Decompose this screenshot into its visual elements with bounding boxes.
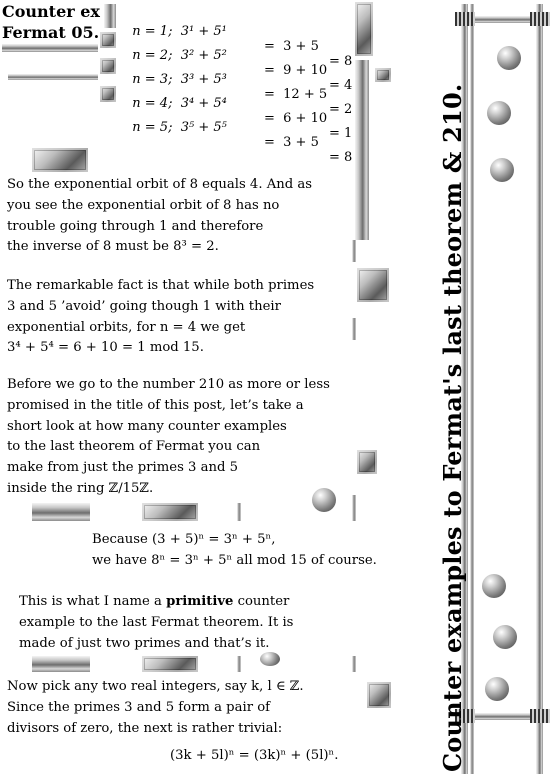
equation-mid: = 3 + 5 xyxy=(264,135,319,150)
equation-mid: = 3 + 5 xyxy=(264,39,319,54)
metal-tile-square-1 xyxy=(357,268,389,302)
text-line: short look at how many counter examples xyxy=(7,418,287,434)
text-line: inside the ring ℤ/15ℤ. xyxy=(7,480,154,496)
text-line: The remarkable fact is that while both primes xyxy=(7,278,315,293)
metal-bar-v-right xyxy=(355,60,369,240)
equation-lhs: n = 1; 3¹ + 5¹ xyxy=(132,24,227,39)
text-line: So the exponential orbit of 8 equals 4. And as xyxy=(7,177,312,192)
metal-bar-top-left xyxy=(2,44,98,52)
paragraph-pick-integers xyxy=(7,677,304,739)
metal-tile-big-2 xyxy=(142,503,198,521)
because-block xyxy=(92,530,377,572)
metal-bar-v-small-6 xyxy=(352,656,356,672)
metal-bar-v-small-4 xyxy=(237,503,241,521)
metal-tile-big-3 xyxy=(142,656,198,672)
text-line: exponential orbits, for n = 4 we get xyxy=(7,319,246,335)
equation-mid: = 6 + 10 xyxy=(264,111,328,126)
metal-block-top-right xyxy=(355,2,373,56)
side-title: Counter examples to Fermat's last theorem & 210. xyxy=(438,83,467,772)
final-equation: (3k + 5l)ⁿ = (3k)ⁿ + (5l)ⁿ. xyxy=(170,748,339,763)
text-line: promised in the title of this post, let’s take a xyxy=(7,397,304,413)
metal-bar-v-left xyxy=(104,4,116,28)
metal-tile-small-1 xyxy=(357,450,377,474)
text-line: trouble going through 1 and therefore xyxy=(7,218,264,234)
frame-bottom-cross-right xyxy=(530,709,550,723)
metal-tile-4 xyxy=(375,68,391,82)
text-line: 3⁴ + 5⁴ = 6 + 10 = 1 mod 15. xyxy=(7,340,204,356)
frame-rail-inner xyxy=(470,4,474,774)
equation-lhs: n = 3; 3³ + 5³ xyxy=(132,72,227,87)
text-line: Since the primes 3 and 5 form a pair of xyxy=(7,699,271,715)
metal-tile-big-1 xyxy=(32,148,88,172)
metal-bar-v-small-5 xyxy=(237,656,241,672)
text-line: we have 8ⁿ = 3ⁿ + 5ⁿ all mod 15 of course. xyxy=(92,552,377,568)
metal-bar-v-small-1 xyxy=(352,240,356,262)
primitive-term: primitive xyxy=(166,594,234,609)
metal-tile-3 xyxy=(100,86,116,102)
equation-mid: = 12 + 5 xyxy=(264,87,328,102)
paragraph-remarkable-fact xyxy=(7,276,314,359)
post-title-line-1: Counter ex xyxy=(2,2,100,21)
frame-rail-right xyxy=(536,4,543,774)
post-title-line-2: Fermat 05. xyxy=(2,23,100,42)
text-line: Because (3 + 5)ⁿ = 3ⁿ + 5ⁿ, xyxy=(92,532,276,547)
text-line: Before we go to the number 210 as more or less xyxy=(7,377,330,392)
text-run: counter xyxy=(233,594,290,609)
frame-knob-3 xyxy=(490,158,514,182)
equation-rhs: = 8 xyxy=(329,54,353,69)
text-line: example to the last Fermat theorem. It is xyxy=(19,614,294,630)
equation-lhs: n = 5; 3⁵ + 5⁵ xyxy=(132,120,227,135)
equation-rhs: = 4 xyxy=(329,78,353,93)
equation-rhs: = 2 xyxy=(329,102,353,117)
frame-knob-4 xyxy=(482,574,506,598)
metal-bar-v-small-2 xyxy=(352,318,356,340)
metal-bar-v-small-3 xyxy=(352,495,356,521)
text-line: make from just the primes 3 and 5 xyxy=(7,460,239,476)
frame-top-cross-right xyxy=(530,12,550,26)
primitive-definition xyxy=(19,592,293,654)
metal-bar-left-2 xyxy=(8,74,98,80)
equation-rhs: = 8 xyxy=(329,150,353,165)
metal-tile-2 xyxy=(100,58,116,74)
paragraph-exponential-orbit xyxy=(7,175,312,258)
equation-rhs: = 1 xyxy=(329,126,353,141)
text-line: 3 and 5 ’avoid’ going though 1 with their xyxy=(7,298,281,314)
frame-knob-6 xyxy=(485,677,509,701)
metal-tile-square-2 xyxy=(367,682,391,708)
metal-tile-1 xyxy=(100,32,116,48)
text-line: the inverse of 8 must be 8³ = 2. xyxy=(7,239,219,255)
text-line: to the last theorem of Fermat you can xyxy=(7,439,261,455)
metal-strip-1 xyxy=(32,503,90,521)
frame-top-cross xyxy=(455,12,475,26)
frame-knob-1 xyxy=(497,46,521,70)
frame-knob-5 xyxy=(493,625,517,649)
text-line xyxy=(19,592,293,613)
text-line: Now pick any two real integers, say k, l ∈ ℤ. xyxy=(7,679,304,694)
metal-strip-2 xyxy=(32,656,90,672)
equation-mid: = 9 + 10 xyxy=(264,63,328,78)
frame-knob-2 xyxy=(487,101,511,125)
text-run: This is what I name a xyxy=(19,594,167,609)
equation-lhs: n = 4; 3⁴ + 5⁴ xyxy=(132,96,227,111)
post-title-fragment xyxy=(2,1,100,43)
text-line: you see the exponential orbit of 8 has no xyxy=(7,197,280,213)
equation-lhs: n = 2; 3² + 5² xyxy=(132,48,227,63)
paragraph-before-210 xyxy=(7,375,330,500)
text-line: divisors of zero, the next is rather trivial: xyxy=(7,720,283,736)
text-line: made of just two primes and that’s it. xyxy=(19,635,270,651)
